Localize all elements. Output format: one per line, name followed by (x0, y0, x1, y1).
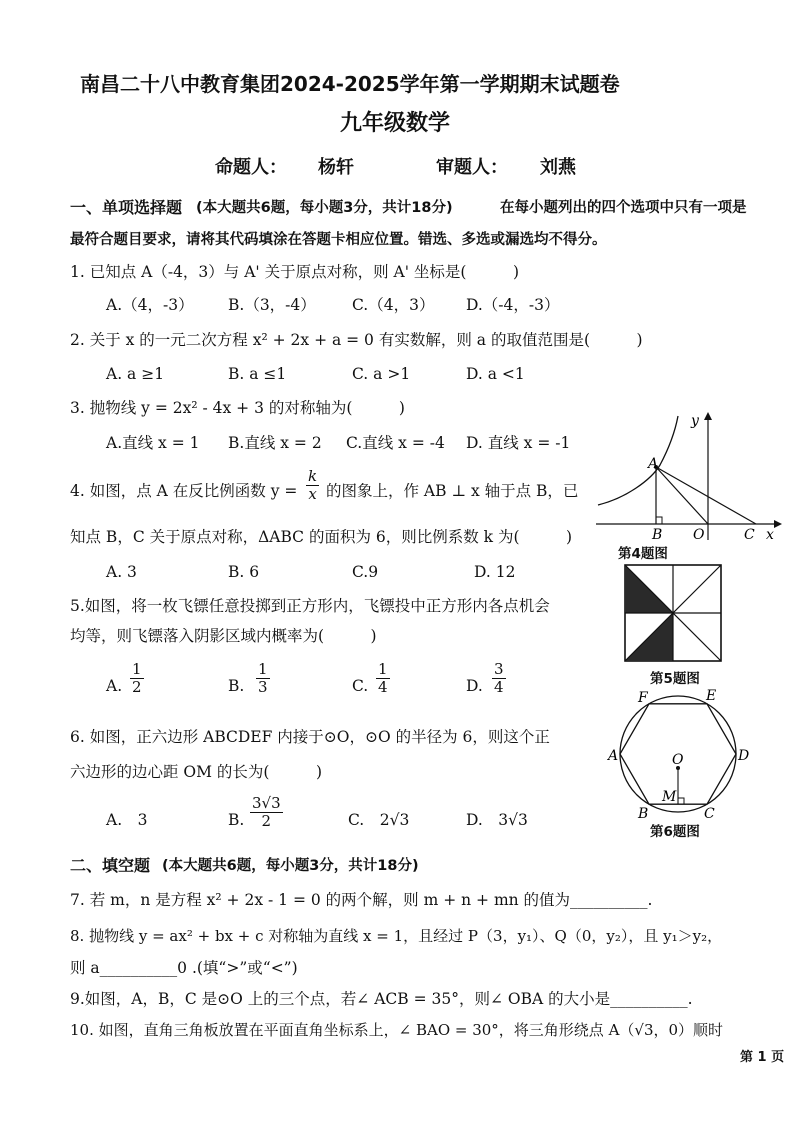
q5-option-c-num: 1 (378, 660, 388, 678)
q10-text: 10. 如图，直角三角板放置在平面直角坐标系上，∠ BAO = 30°，将三角形绕点 A（√3，0）顺时 (70, 1021, 724, 1039)
q2-option-b: B. a ≤1 (228, 365, 287, 383)
q1-option-d: D.（-4，-3） (466, 296, 560, 314)
q5-option-a-label: A. (106, 677, 123, 695)
q5-option-b-frac (256, 661, 270, 696)
q6-label-m: M (662, 789, 677, 805)
q8-line-2: 则 a__________0 .(填“>”或“<”) (70, 959, 298, 977)
q6-option-a: A. 3 (106, 811, 148, 829)
q5-option-a-den: 2 (132, 678, 142, 696)
section1-intro-2: 最符合题目要求，请将其代码填涂在答题卡相应位置。错选、多选或漏选均不得分。 (70, 232, 607, 248)
author-label: 命题人： (215, 157, 287, 178)
section1-intro-1: 在每小题列出的四个选项中只有一项是 (500, 200, 747, 216)
q4-stem-a: 4. 如图，点 A 在反比例函数 y = (70, 482, 298, 500)
section1-note: (本大题共6题，每小题3分，共计18分) (196, 200, 453, 216)
q6-label-e: E (706, 688, 717, 704)
q6-stem-1: 6. 如图，正六边形 ABCDEF 内接于⊙O，⊙O 的半径为 6，则这个正 (70, 728, 550, 746)
q2-option-d: D. a <1 (466, 365, 525, 383)
q4-stem-c: 知点 B，C 关于原点对称，ΔABC 的面积为 6，则比例系数 k 为( ) (70, 528, 573, 546)
q2-option-c: C. a >1 (352, 365, 411, 383)
q6-label-f: F (638, 690, 648, 706)
q5-option-b-num: 1 (258, 660, 268, 678)
q4-stem-b: 的图象上，作 AB ⊥ x 轴于点 B，已 (326, 482, 579, 500)
author-name: 杨轩 (318, 157, 354, 178)
q4-label-y: y (691, 413, 699, 429)
q5-option-d-frac (492, 661, 506, 696)
q1-stem: 1. 已知点 A（-4，3）与 A' 关于原点对称，则 A' 坐标是( ) (70, 263, 520, 281)
q6-label-a: A (608, 748, 619, 764)
q5-option-c-frac (376, 661, 390, 696)
q4-label-o: O (693, 527, 705, 543)
q6-label-d: D (738, 748, 750, 764)
q3-option-d: D. 直线 x = -1 (466, 434, 571, 452)
exam-subtitle: 九年级数学 (340, 111, 451, 136)
q4-frac-denominator: x (308, 485, 317, 503)
q5-option-d-num: 3 (494, 660, 504, 678)
q3-option-b: B.直线 x = 2 (228, 434, 322, 452)
q6-figure (606, 686, 756, 821)
q8-line-1: 8. 抛物线 y = ax² + bx + c 对称轴为直线 x = 1，且经过 P（3，y₁）、Q（0，y₂），且 y₁＞y₂， (70, 927, 723, 945)
q3-option-a: A.直线 x = 1 (106, 434, 200, 452)
q6-figure-caption: 第6题图 (650, 824, 700, 840)
q6-option-b-num: 3√3 (252, 794, 281, 812)
q1-option-b: B.（3，-4） (228, 296, 316, 314)
q2-option-a: A. a ≥1 (106, 365, 165, 383)
q5-option-b-den: 3 (258, 678, 268, 696)
q4-fraction (306, 468, 319, 503)
q4-option-b: B. 6 (228, 563, 260, 581)
q4-label-a: A (648, 456, 659, 472)
q6-stem-2: 六边形的边心距 OM 的长为( ) (70, 763, 323, 781)
q4-option-c: C.9 (352, 563, 379, 581)
q4-option-a: A. 3 (106, 563, 137, 581)
q7-text: 7. 若 m，n 是方程 x² + 2x - 1 = 0 的两个解，则 m + n + mn 的值为__________. (70, 891, 653, 909)
q4-figure (596, 410, 786, 545)
q5-option-b-label: B. (228, 677, 245, 695)
q4-frac-numerator: k (308, 467, 318, 485)
q1-option-a: A.（4，-3） (106, 296, 194, 314)
q5-option-c-den: 4 (378, 678, 388, 696)
page-number: 第 1 页 (740, 1050, 785, 1065)
q5-option-a-frac (130, 661, 144, 696)
q6-option-c: C. 2√3 (348, 811, 410, 829)
section1-heading: 一、单项选择题 (70, 198, 183, 217)
q5-stem-1: 5.如图，将一枚飞镖任意投掷到正方形内，飞镖投中正方形内各点机会 (70, 597, 550, 615)
q4-label-x: x (766, 527, 774, 543)
q6-label-b: B (638, 806, 649, 822)
q1-option-c: C.（4，3） (352, 296, 435, 314)
reviewer-name: 刘燕 (540, 157, 576, 178)
reviewer-label: 审题人： (436, 157, 508, 178)
q5-figure (624, 564, 722, 662)
q6-option-b-label: B. (228, 811, 245, 829)
section2-note: (本大题共6题，每小题3分，共计18分) (162, 858, 419, 874)
q6-option-d: D. 3√3 (466, 811, 528, 829)
q5-stem-2: 均等，则飞镖落入阴影区域内概率为( ) (70, 627, 377, 645)
q5-option-d-label: D. (466, 677, 483, 695)
q3-stem: 3. 抛物线 y = 2x² - 4x + 3 的对称轴为( ) (70, 399, 405, 417)
section2-heading: 二、填空题 (70, 856, 151, 875)
exam-title: 南昌二十八中教育集团2024-2025学年第一学期期末试题卷 (80, 72, 620, 96)
q4-option-d: D. 12 (474, 563, 516, 581)
q9-text: 9.如图，A，B，C 是⊙O 上的三个点，若∠ ACB = 35°，则∠ OBA 的大小是__________. (70, 990, 693, 1008)
q5-option-a-num: 1 (132, 660, 142, 678)
q6-option-b-den: 2 (261, 812, 272, 830)
q5-option-d-den: 4 (494, 678, 504, 696)
q6-label-c: C (704, 806, 715, 822)
q5-option-c-label: C. (352, 677, 369, 695)
q6-label-o: O (672, 752, 684, 768)
q4-label-c: C (744, 527, 755, 543)
q3-option-c: C.直线 x = -4 (346, 434, 445, 452)
q2-stem: 2. 关于 x 的一元二次方程 x² + 2x + a = 0 有实数解，则 a 的取值范围是( ) (70, 331, 643, 349)
q5-figure-caption: 第5题图 (650, 671, 700, 687)
q4-figure-caption: 第4题图 (618, 546, 668, 562)
q6-option-b-frac (250, 795, 283, 830)
q4-label-b: B (652, 527, 663, 543)
